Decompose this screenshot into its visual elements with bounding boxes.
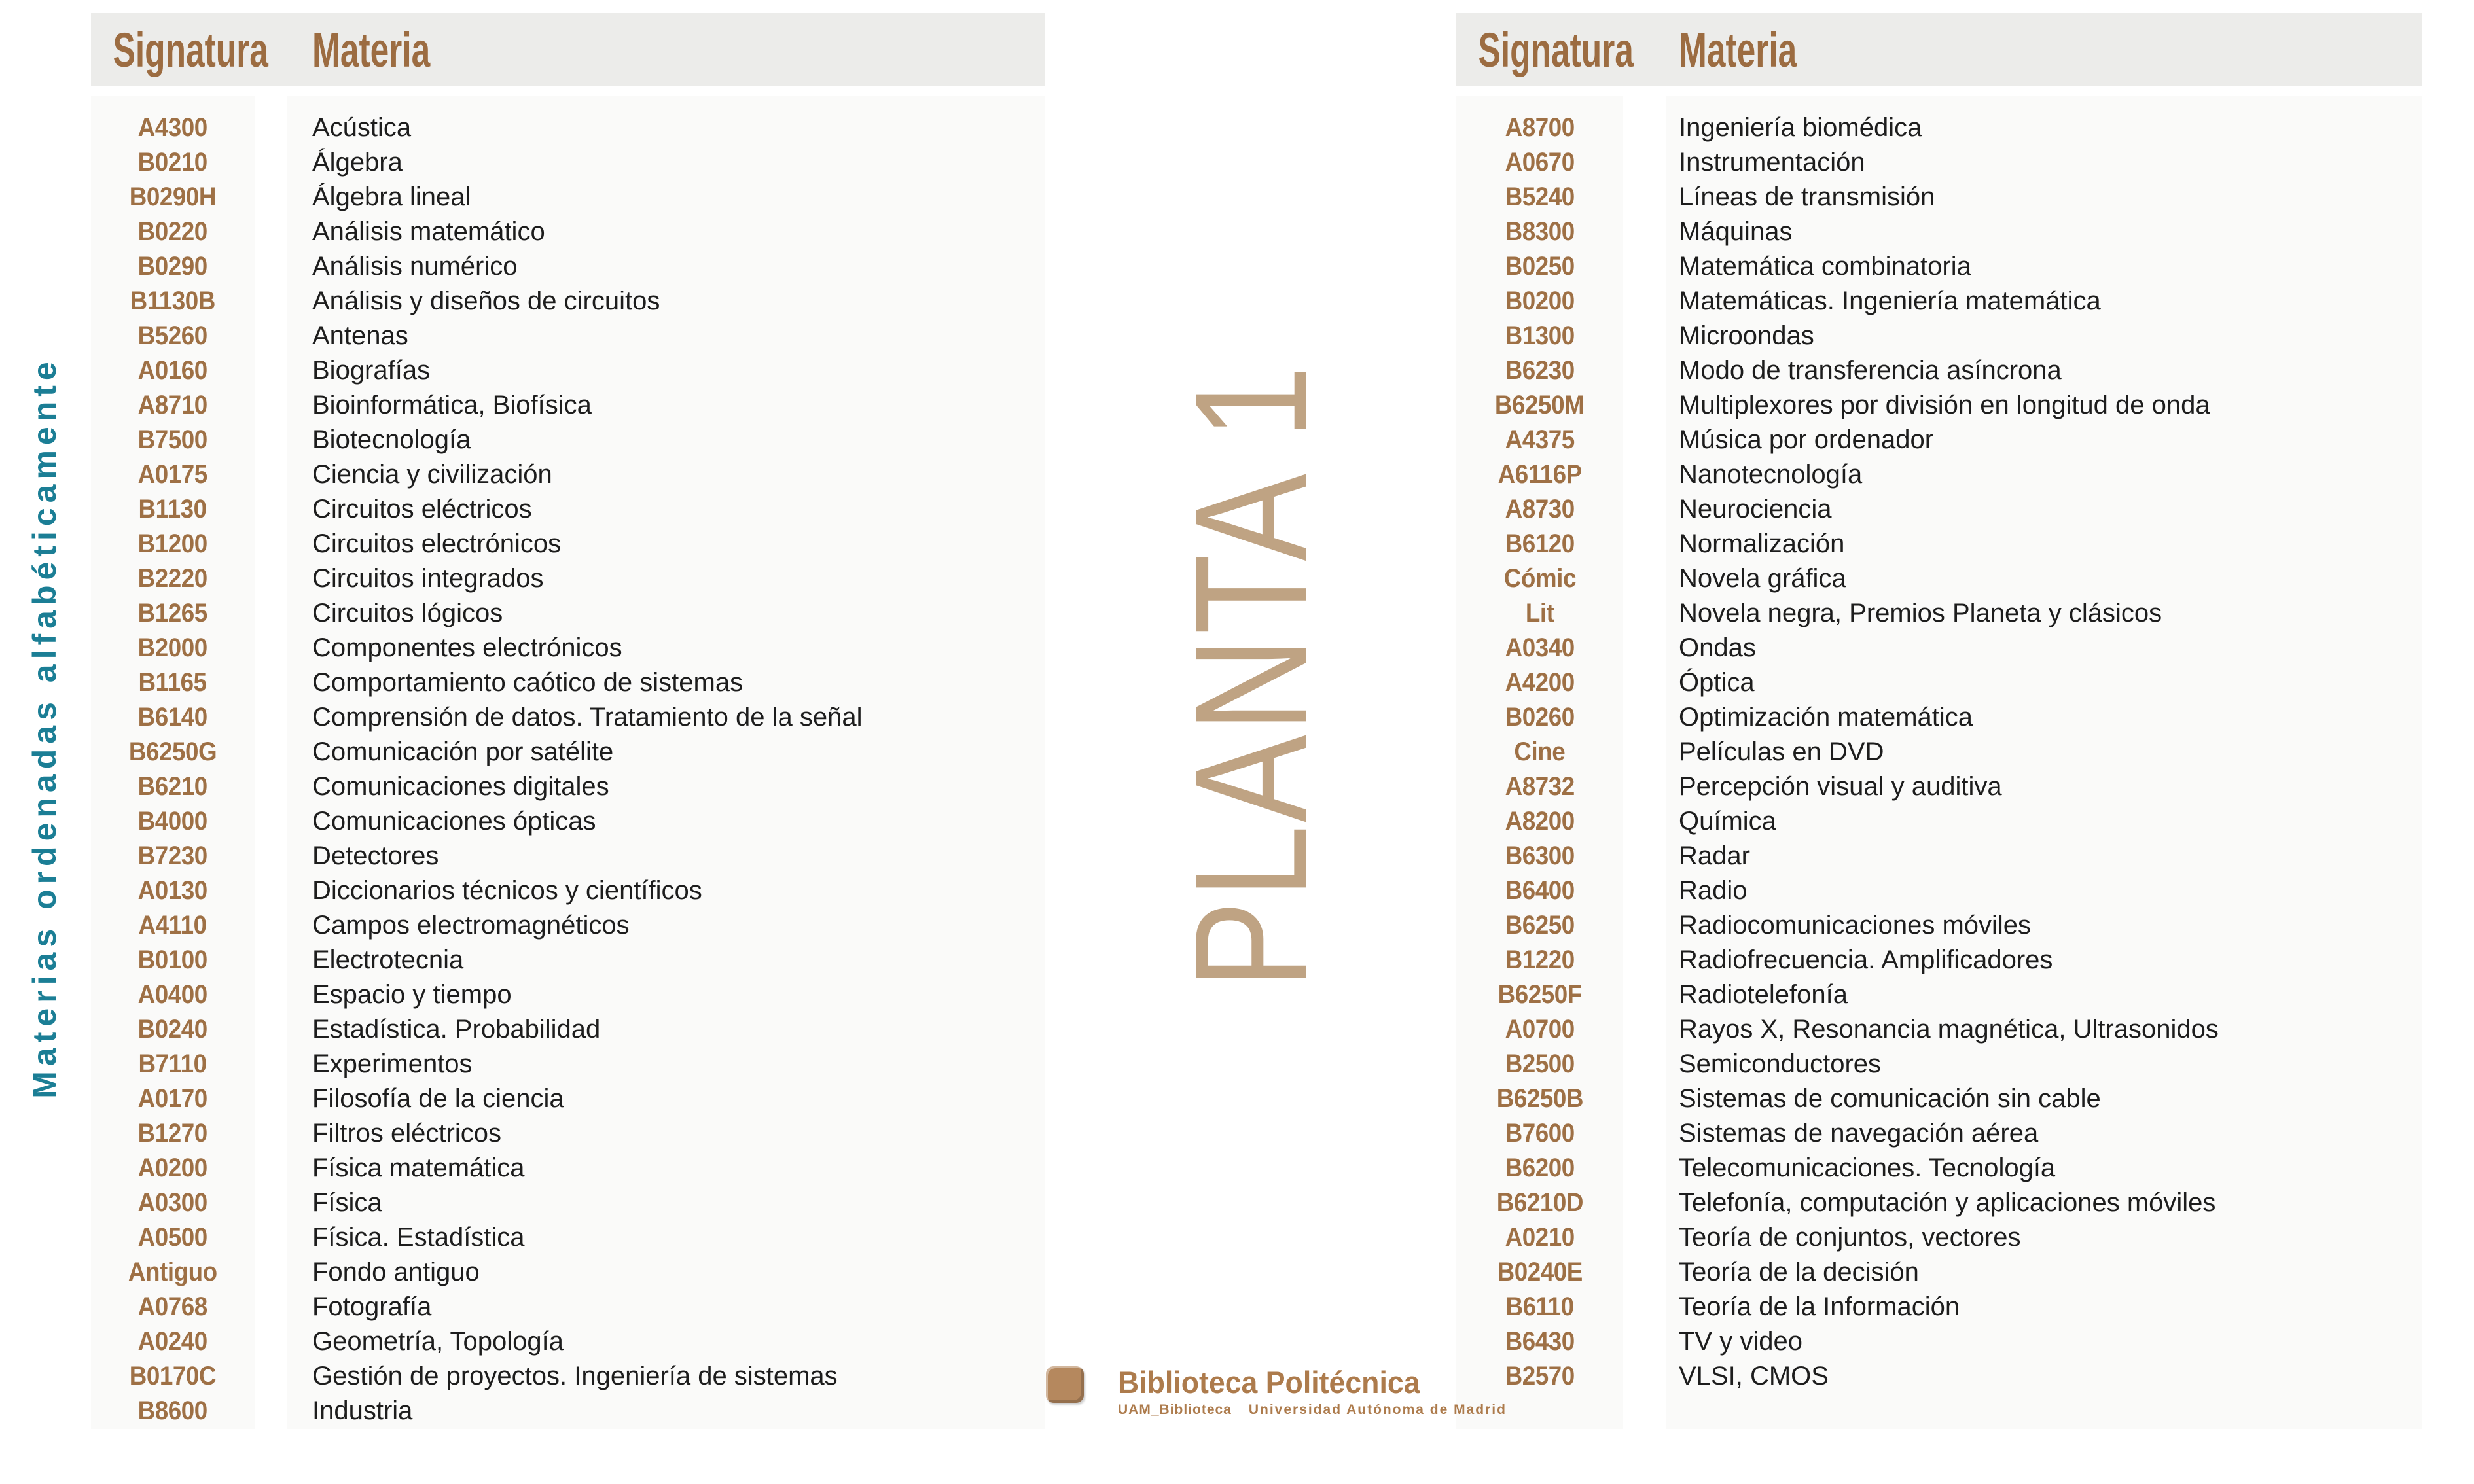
signatura-code: B4000	[137, 807, 208, 836]
table-row	[91, 284, 1045, 319]
signatura-code: B0290	[137, 252, 208, 281]
signatura-code: B0260	[1505, 703, 1575, 732]
materia-label: Música por ordenador	[1679, 425, 1934, 454]
materia-label: Teoría de conjuntos, vectores	[1679, 1223, 2021, 1252]
materia-label: Radiocomunicaciones móviles	[1679, 911, 2032, 940]
materia-label: Comprensión de datos. Tratamiento de la señal	[312, 703, 863, 732]
table-row	[91, 943, 1045, 978]
table-row	[91, 1359, 1045, 1394]
logo-subtitle	[1118, 1402, 1507, 1418]
materia-label: Circuitos eléctricos	[312, 495, 532, 523]
signatura-code: B0290H	[129, 183, 217, 211]
left-table-rows	[91, 111, 1045, 1428]
materia-label: Modo de transferencia asíncrona	[1679, 356, 2062, 385]
table-row	[91, 180, 1045, 215]
table-row	[91, 145, 1045, 180]
table-row	[1456, 735, 2422, 769]
table-row	[1456, 1012, 2422, 1047]
materia-label: Neurociencia	[1679, 495, 1832, 523]
materia-label: Multiplexores por división en longitud de onda	[1679, 391, 2210, 419]
materia-label: Novela gráfica	[1679, 564, 1846, 593]
table-row	[91, 1082, 1045, 1116]
signatura-code: B6200	[1505, 1154, 1575, 1182]
signatura-code: B6400	[1505, 876, 1575, 905]
table-row	[91, 1394, 1045, 1428]
table-row	[91, 874, 1045, 908]
signatura-code: B6250B	[1496, 1084, 1583, 1113]
signatura-code: A0130	[137, 876, 208, 905]
signatura-code: Antiguo	[128, 1258, 217, 1286]
table-row	[91, 1255, 1045, 1290]
signatura-code: B0220	[137, 217, 208, 246]
table-row	[91, 769, 1045, 804]
table-row	[91, 1186, 1045, 1220]
materia-label: Ondas	[1679, 633, 1756, 662]
materia-label: Biografías	[312, 356, 431, 385]
table-row	[91, 908, 1045, 943]
materia-label: Bioinformática, Biofísica	[312, 391, 592, 419]
signatura-code: A8732	[1505, 772, 1575, 801]
materia-label: Electrotecnia	[312, 945, 464, 974]
signatura-code: B5260	[137, 321, 208, 350]
right-table-header-bar	[1456, 13, 2422, 86]
table-row	[1456, 145, 2422, 180]
table-row	[91, 700, 1045, 735]
table-row	[1456, 388, 2422, 423]
signatura-code: B0100	[137, 945, 208, 974]
signatura-code: B6430	[1505, 1327, 1575, 1356]
materia-label: Óptica	[1679, 668, 1755, 697]
signatura-code: B6230	[1505, 356, 1575, 385]
table-row	[91, 561, 1045, 596]
signatura-code: A0240	[137, 1327, 208, 1356]
materia-label: Campos electromagnéticos	[312, 911, 630, 940]
table-row	[1456, 319, 2422, 353]
materia-label: Matemáticas. Ingeniería matemática	[1679, 287, 2101, 315]
signatura-code: A0300	[137, 1188, 208, 1217]
materia-label: Teoría de la decisión	[1679, 1258, 1919, 1286]
materia-label: Percepción visual y auditiva	[1679, 772, 2002, 801]
materia-label: Física matemática	[312, 1154, 525, 1182]
table-row	[91, 249, 1045, 284]
table-row	[1456, 353, 2422, 388]
table-row	[91, 1220, 1045, 1255]
materia-label: Líneas de transmisión	[1679, 183, 1935, 211]
signatura-code: B0250	[1505, 252, 1575, 281]
signatura-code: Lit	[1525, 599, 1554, 627]
materia-label: Máquinas	[1679, 217, 1793, 246]
signatura-code: A0200	[137, 1154, 208, 1182]
table-row	[91, 319, 1045, 353]
signatura-code: B6210D	[1496, 1188, 1583, 1217]
signatura-code: A4300	[137, 113, 208, 142]
library-logo	[1046, 1366, 1507, 1418]
materia-label: Antenas	[312, 321, 408, 350]
materia-label: Rayos X, Resonancia magnética, Ultrasonidos	[1679, 1015, 2219, 1044]
signatura-code: B1165	[138, 668, 207, 697]
signatura-code: B7230	[137, 841, 208, 870]
right-table-rows	[1456, 111, 2422, 1394]
signatura-code: A6116P	[1497, 460, 1582, 489]
signatura-code: B8600	[137, 1396, 208, 1425]
table-row	[91, 1290, 1045, 1324]
materia-label: Industria	[312, 1396, 413, 1425]
table-row	[1456, 249, 2422, 284]
signatura-code: A0175	[137, 460, 208, 489]
signatura-code: B2220	[137, 564, 208, 593]
signatura-code: B6300	[1505, 841, 1575, 870]
materia-label: Sistemas de navegación aérea	[1679, 1119, 2039, 1148]
table-row	[91, 1324, 1045, 1359]
signatura-code: B6140	[137, 703, 208, 732]
table-row	[1456, 631, 2422, 665]
table-row	[1456, 180, 2422, 215]
table-row	[1456, 874, 2422, 908]
materia-label: Telecomunicaciones. Tecnología	[1679, 1154, 2056, 1182]
materia-label: Radiofrecuencia. Amplificadores	[1679, 945, 2053, 974]
signatura-code: A4110	[138, 911, 207, 940]
materia-label: Optimización matemática	[1679, 703, 1973, 732]
materia-label: Componentes electrónicos	[312, 633, 622, 662]
materia-label: Radar	[1679, 841, 1750, 870]
signatura-code: A8710	[137, 391, 208, 419]
table-row	[1456, 908, 2422, 943]
signatura-code: A0400	[137, 980, 208, 1009]
materia-label: Biotecnología	[312, 425, 471, 454]
signatura-code: A0700	[1505, 1015, 1575, 1044]
table-row	[1456, 978, 2422, 1012]
table-row	[91, 527, 1045, 561]
table-row	[91, 388, 1045, 423]
signatura-code: A0768	[137, 1292, 208, 1321]
signatura-code: B1200	[137, 529, 208, 558]
materia-label: Filtros eléctricos	[312, 1119, 501, 1148]
materia-label: Teoría de la Información	[1679, 1292, 1960, 1321]
materia-label: Radiotelefonía	[1679, 980, 1848, 1009]
materia-column-header: Materia	[1679, 22, 1797, 77]
table-row	[1456, 1220, 2422, 1255]
table-row	[91, 1116, 1045, 1151]
materia-label: Geometría, Topología	[312, 1327, 564, 1356]
table-row	[1456, 492, 2422, 527]
materia-label: Circuitos electrónicos	[312, 529, 562, 558]
materia-label: TV y video	[1679, 1327, 1802, 1356]
materia-label: Diccionarios técnicos y científicos	[312, 876, 702, 905]
signatura-code: B5240	[1505, 183, 1575, 211]
table-row	[1456, 943, 2422, 978]
table-row	[1456, 111, 2422, 145]
signatura-code: B6210	[137, 772, 208, 801]
table-row	[1456, 284, 2422, 319]
signatura-code: B2570	[1505, 1362, 1575, 1390]
materia-label: Microondas	[1679, 321, 1814, 350]
table-row	[91, 457, 1045, 492]
materia-label: Álgebra lineal	[312, 183, 471, 211]
materia-label: Gestión de proyectos. Ingeniería de sistemas	[312, 1362, 838, 1390]
materia-label: Física. Estadística	[312, 1223, 525, 1252]
table-row	[1456, 700, 2422, 735]
table-row	[1456, 1082, 2422, 1116]
signatura-code: B0240	[137, 1015, 208, 1044]
table-row	[1456, 839, 2422, 874]
table-row	[91, 353, 1045, 388]
signatura-code: A0670	[1505, 148, 1575, 177]
table-row	[91, 492, 1045, 527]
table-row	[1456, 1324, 2422, 1359]
signatura-code: A0340	[1505, 633, 1575, 662]
table-row	[1456, 457, 2422, 492]
alphabetical-order-note: Materias ordenadas alfabéticamente	[26, 357, 63, 1099]
table-row	[1456, 1290, 2422, 1324]
signatura-code: B6250M	[1495, 391, 1585, 419]
materia-label: Análisis y diseños de circuitos	[312, 287, 660, 315]
signatura-code: B1130	[138, 495, 207, 523]
signatura-code: B0240E	[1497, 1258, 1583, 1286]
signatura-code: B6110	[1505, 1292, 1574, 1321]
materia-label: Novela negra, Premios Planeta y clásicos	[1679, 599, 2162, 627]
signatura-code: B1220	[1505, 945, 1575, 974]
signatura-code: B6120	[1505, 529, 1575, 558]
signatura-code: B1130B	[130, 287, 216, 315]
table-row	[91, 631, 1045, 665]
table-row	[1456, 1047, 2422, 1082]
materia-label: Álgebra	[312, 148, 403, 177]
signatura-code: B2500	[1505, 1050, 1575, 1078]
materia-label: Detectores	[312, 841, 439, 870]
table-row	[91, 804, 1045, 839]
table-row	[1456, 1255, 2422, 1290]
materia-label: Sistemas de comunicación sin cable	[1679, 1084, 2101, 1113]
materia-label: Comunicaciones digitales	[312, 772, 609, 801]
materia-label: Física	[312, 1188, 382, 1217]
signatura-code: B7110	[138, 1050, 207, 1078]
materia-label: Películas en DVD	[1679, 737, 1884, 766]
materia-label: Acústica	[312, 113, 412, 142]
signatura-code: A0500	[137, 1223, 208, 1252]
table-row	[91, 423, 1045, 457]
table-row	[1456, 665, 2422, 700]
left-table-header-bar	[91, 13, 1045, 86]
table-row	[91, 665, 1045, 700]
signatura-column-header: Signatura	[1478, 22, 1634, 77]
table-row	[1456, 804, 2422, 839]
signatura-code: A4200	[1505, 668, 1575, 697]
table-row	[91, 596, 1045, 631]
materia-label: Comunicaciones ópticas	[312, 807, 596, 836]
signatura-code: B7600	[1505, 1119, 1575, 1148]
materia-label: Semiconductores	[1679, 1050, 1882, 1078]
table-row	[1456, 561, 2422, 596]
materia-label: Estadística. Probabilidad	[312, 1015, 601, 1044]
materia-label: Ingeniería biomédica	[1679, 113, 1922, 142]
signatura-code: B0210	[137, 148, 208, 177]
table-row	[91, 1012, 1045, 1047]
materia-label: Experimentos	[312, 1050, 473, 1078]
materia-label: Circuitos integrados	[312, 564, 544, 593]
signatura-code: B8300	[1505, 217, 1575, 246]
table-row	[1456, 769, 2422, 804]
materia-label: Normalización	[1679, 529, 1845, 558]
materia-label: Radio	[1679, 876, 1748, 905]
table-row	[1456, 1186, 2422, 1220]
materia-label: Matemática combinatoria	[1679, 252, 1971, 281]
signatura-code: B7500	[137, 425, 208, 454]
table-row	[91, 111, 1045, 145]
signatura-code: B0200	[1505, 287, 1575, 315]
table-row	[91, 839, 1045, 874]
materia-label: Instrumentación	[1679, 148, 1865, 177]
table-row	[91, 215, 1045, 249]
signatura-code: Cómic	[1503, 564, 1576, 593]
signatura-code: B2000	[137, 633, 208, 662]
table-row	[1456, 423, 2422, 457]
signatura-code: A0170	[137, 1084, 208, 1113]
materia-label: Circuitos lógicos	[312, 599, 503, 627]
signatura-code: B1270	[137, 1119, 208, 1148]
table-row	[1456, 1359, 2422, 1394]
library-logo-text	[1118, 1366, 1507, 1418]
table-row	[91, 1151, 1045, 1186]
materia-label: Filosofía de la ciencia	[312, 1084, 564, 1113]
signatura-code: Cine	[1514, 737, 1566, 766]
signatura-code: B6250F	[1497, 980, 1582, 1009]
table-row	[1456, 215, 2422, 249]
table-row	[1456, 1151, 2422, 1186]
signatura-code: B0170C	[129, 1362, 217, 1390]
signatura-code: B1300	[1505, 321, 1575, 350]
signatura-code: A0160	[137, 356, 208, 385]
logo-subtitle-university: Universidad Autónoma de Madrid	[1248, 1402, 1507, 1418]
materia-label: Análisis numérico	[312, 252, 518, 281]
library-logo-icon	[1046, 1366, 1084, 1403]
floor-title: PLANTA 1	[1161, 363, 1340, 989]
materia-label: Fotografía	[312, 1292, 432, 1321]
signatura-code: A8730	[1505, 495, 1575, 523]
signatura-code: B6250G	[128, 737, 217, 766]
materia-label: VLSI, CMOS	[1679, 1362, 1829, 1390]
signatura-code: A4375	[1505, 425, 1575, 454]
materia-label: Fondo antiguo	[312, 1258, 480, 1286]
materia-label: Comunicación por satélite	[312, 737, 614, 766]
logo-subtitle-account: UAM_Biblioteca	[1118, 1402, 1232, 1418]
table-row	[1456, 596, 2422, 631]
materia-label: Telefonía, computación y aplicaciones móviles	[1679, 1188, 2216, 1217]
materia-label: Análisis matemático	[312, 217, 545, 246]
materia-label: Espacio y tiempo	[312, 980, 512, 1009]
signatura-code: A0210	[1505, 1223, 1575, 1252]
materia-label: Nanotecnología	[1679, 460, 1863, 489]
materia-column-header: Materia	[312, 22, 431, 77]
signatura-code: B6250	[1505, 911, 1575, 940]
materia-label: Ciencia y civilización	[312, 460, 552, 489]
signatura-code: A8700	[1505, 113, 1575, 142]
signatura-column-header: Signatura	[113, 22, 268, 77]
table-row	[91, 978, 1045, 1012]
materia-label: Química	[1679, 807, 1776, 836]
table-row	[91, 735, 1045, 769]
signatura-code: B1265	[137, 599, 208, 627]
logo-title: Biblioteca Politécnica	[1118, 1365, 1420, 1400]
table-row	[1456, 527, 2422, 561]
table-row	[1456, 1116, 2422, 1151]
table-row	[91, 1047, 1045, 1082]
materia-label: Comportamiento caótico de sistemas	[312, 668, 744, 697]
signatura-code: A8200	[1505, 807, 1575, 836]
